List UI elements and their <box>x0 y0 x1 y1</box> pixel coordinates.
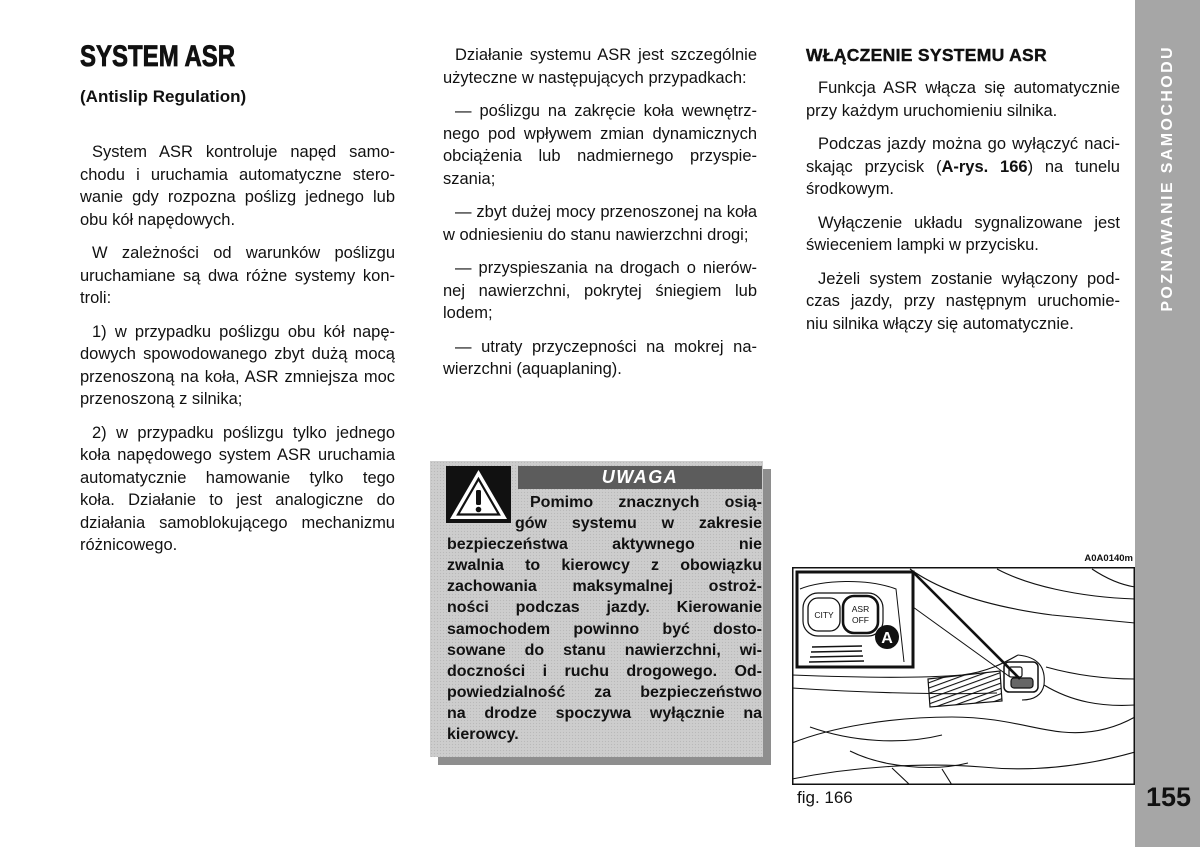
text-line: — poślizgu na zakręcie koła wewnętrz- <box>455 102 757 120</box>
text-line: przenoszoną z silnika; <box>80 390 243 408</box>
text-line: obciążenia lub nadmiernego przyspie- <box>443 147 757 165</box>
warning-line: sowane do stanu nawierzchni, wi- <box>447 641 762 659</box>
warning-line: zwalnia to kierowcy z obowiązku <box>447 557 762 575</box>
text-line: czas jazdy, przy następnym uruchomie- <box>806 292 1120 310</box>
text-line: koła napędowego system ASR uruchamia <box>80 446 395 464</box>
text-line <box>806 156 1120 179</box>
paragraph <box>806 268 1120 336</box>
column-2-body <box>443 44 757 381</box>
section-tab-label: POZNAWANIE SAMOCHODU <box>1159 45 1176 312</box>
text-line: w odniesieniu do stanu nawierzchni drogi; <box>443 225 749 244</box>
text-line: niu silnika włączy się automatycznie. <box>806 314 1074 333</box>
warning-line: ności podczas jazdy. Kierowanie <box>447 599 762 617</box>
off-label: OFF <box>852 615 869 625</box>
text-line: uruchamiane są dwa różne systemy kon- <box>80 266 395 285</box>
text-line: lodem; <box>443 304 493 322</box>
paragraph <box>80 321 395 411</box>
text-line: środkowym. <box>806 180 895 198</box>
section-heading: WŁĄCZENIE SYSTEMU ASR <box>806 45 1047 65</box>
text-line: wierzchni (aquaplaning). <box>443 360 622 378</box>
text-line: 1) w przypadku poślizgu obu kół napę- <box>92 322 395 341</box>
page-subtitle: (Antislip Regulation) <box>80 87 247 106</box>
text-line: automatycznie hamowanie tylko tego <box>80 468 395 487</box>
warning-line: kierowcy. <box>447 726 519 744</box>
text-line: 2) w przypadku poślizgu tylko jednego <box>92 423 395 442</box>
text-line: W zależności od warunków poślizgu <box>92 244 395 262</box>
figure-code: A0A0140m <box>1084 553 1133 564</box>
text-segment: skając przycisk ( <box>806 157 942 176</box>
text-line: nego pod wpływem zmian dynamicznych <box>443 124 757 143</box>
figure-illustration <box>792 567 1135 785</box>
text-line: działania samoblokującego mechanizmu <box>80 513 395 532</box>
callout-label: A <box>881 630 893 647</box>
warning-line: samochodem powinno być dosto- <box>447 620 762 638</box>
paragraph <box>443 257 757 325</box>
figure-caption: fig. 166 <box>797 788 853 807</box>
paragraph <box>80 141 395 231</box>
text-line: przenoszoną na koła, ASR zmniejsza moc <box>80 367 395 386</box>
paragraph <box>80 422 395 557</box>
text-line: różnicowego. <box>80 536 178 554</box>
console-illustration <box>792 567 1135 785</box>
text-line: Jeżeli system zostanie wyłączony pod- <box>818 269 1120 288</box>
paragraph <box>443 201 757 246</box>
text-line: przy każdym uruchomieniu silnika. <box>806 101 1058 120</box>
page-number: 155 <box>1146 782 1192 812</box>
warning-line: powiedzialność za bezpieczeństwo <box>447 683 762 701</box>
city-label: CITY <box>814 610 834 620</box>
paragraph <box>443 336 757 381</box>
text-line: szania; <box>443 169 496 188</box>
warning-line: na drodze spoczywa wyłącznie na <box>447 704 762 722</box>
warning-line: doczności i ruchu drogowego. Od- <box>447 662 762 680</box>
asr-label: ASR <box>851 604 870 614</box>
warning-line: gów systemu w zakresie <box>515 515 762 533</box>
text-segment: ) na tunelu <box>1027 157 1120 176</box>
warning-line: bezpieczeństwa aktywnego nie <box>447 536 762 554</box>
paragraph <box>80 242 395 310</box>
inset-detail <box>797 572 913 667</box>
figure-reference: A-rys. 166 <box>941 157 1028 176</box>
warning-header: UWAGA <box>518 466 762 489</box>
text-line: — utraty przyczepności na mokrej na- <box>455 337 757 356</box>
text-line: użyteczne w następujących przypadkach: <box>443 68 747 87</box>
warning-line: zachowania maksymalnej ostroż- <box>447 578 762 596</box>
text-line: System ASR kontroluje napęd samo- <box>92 143 395 161</box>
text-line: wanie gdy rozpozna poślizg jednego lub <box>80 188 395 206</box>
paragraph <box>806 212 1120 257</box>
text-line: — zbyt dużej mocy przenoszonej na koła <box>455 203 757 221</box>
warning-line: Pomimo znacznych osią- <box>530 494 762 511</box>
paragraph <box>443 100 757 190</box>
text-line: Działanie systemu ASR jest szczególnie <box>455 46 757 64</box>
text-line: koła. Działanie to jest analogiczne do <box>80 491 395 509</box>
warning-text <box>447 492 762 745</box>
text-line: Funkcja ASR włącza się automatycznie <box>818 79 1120 97</box>
text-line: Wyłączenie układu sygnalizowane jest <box>818 213 1120 232</box>
column-3-body <box>806 77 1120 335</box>
text-line: nej nawierzchni, pokrytej śniegiem lub <box>443 281 757 300</box>
page-title: SYSTEM ASR <box>80 40 236 73</box>
text-line: troli: <box>80 289 112 307</box>
text-line: dowych spowodowanego zbyt dużą mocą <box>80 345 395 363</box>
text-line: Podczas jazdy można go wyłączyć naci- <box>818 135 1120 153</box>
text-line: — przyspieszania na drogach o nierów- <box>455 259 757 277</box>
text-line: obu kół napędowych. <box>80 210 236 229</box>
column-1-body <box>80 141 395 557</box>
text-line: świeceniem lampki w przycisku. <box>806 236 1039 254</box>
paragraph <box>806 77 1120 122</box>
text-line: chodu i uruchamia automatyczne stero- <box>80 165 395 184</box>
paragraph <box>806 133 1120 201</box>
paragraph <box>443 44 757 89</box>
